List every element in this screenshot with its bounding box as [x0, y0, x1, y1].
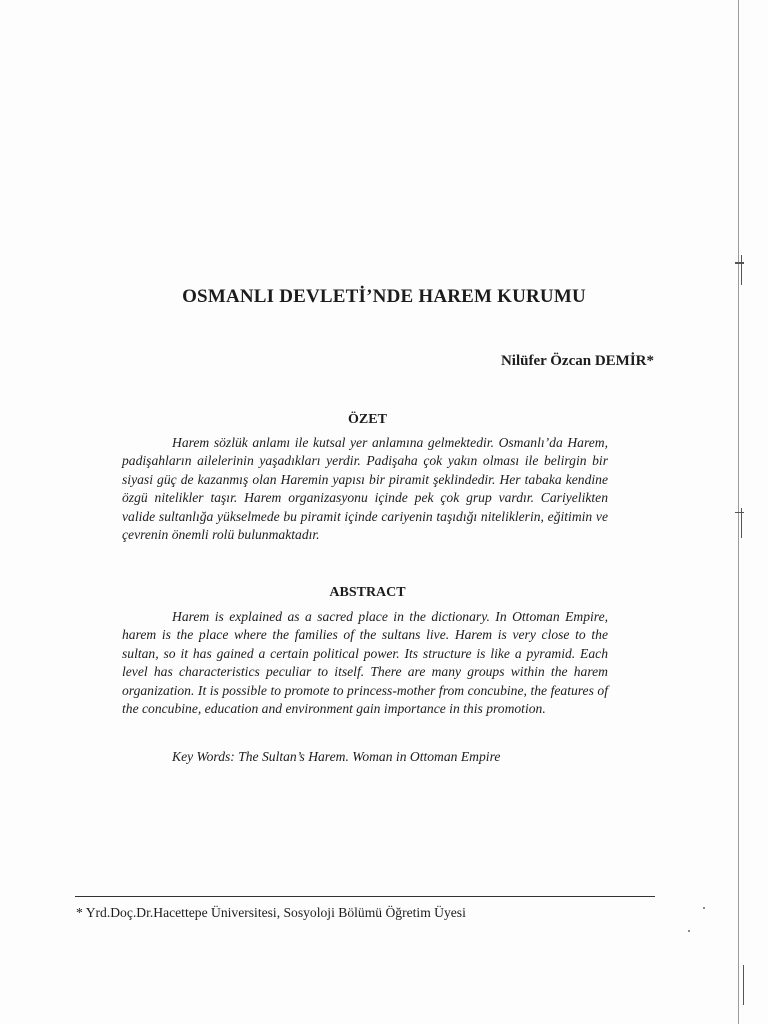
scan-edge-mark	[743, 965, 744, 1005]
ozet-paragraph: Harem sözlük anlamı ile kutsal yer anlamına gelmektedir. Osmanlı’da Harem, padişahların ailelerinin yaşadıkları yerdir. Padişaha çok yakın olması ile belirgin bir siyasi güç de kazanmış olan Haremin yapısı bir piramit şeklindedir. Her tabaka kendine özgü nitelikler taşır. Harem organizasyonu içinde pek çok grup vardır. Cariyelikten valide sultanlığa yükselmede bu piramit içinde cariyenin taşıdığı niteliklerin, eğitimin ve çevrenin önemli rolü bulunmaktadır.	[122, 435, 608, 543]
footnote-text: * Yrd.Doç.Dr.Hacettepe Üniversitesi, Sosyoloji Bölümü Öğretim Üyesi	[76, 905, 466, 920]
scan-edge-mark	[741, 508, 742, 538]
author-name: Nilüfer Özcan DEMİR*	[500, 353, 654, 369]
keywords-line: Key Words: The Sultan’s Harem. Woman in Ottoman Empire	[172, 749, 501, 764]
scan-edge-mark	[735, 512, 744, 513]
scan-speck	[688, 930, 690, 932]
article-title: OSMANLI DEVLETİ’NDE HAREM KURUMU	[182, 286, 586, 307]
scan-edge-mark	[735, 262, 744, 264]
ozet-heading: ÖZET	[348, 412, 387, 427]
scan-edge-mark	[741, 255, 742, 285]
footnote-divider	[75, 896, 655, 897]
abstract-paragraph: Harem is explained as a sacred place in the dictionary. In Ottoman Empire, harem is the place where the families of the sultans live. Harem is very close to the sultan, so it has gained a certain political power. Its structure is like a pyramid. Each level has characteristics peculiar to itself. There are many groups within the harem organization. It is possible to promote to princess-mother from concubine, the features of the concubine, education and environment gain importance in this promotion.	[122, 609, 608, 717]
scan-speck	[703, 907, 705, 909]
abstract-heading: ABSTRACT	[329, 585, 406, 600]
